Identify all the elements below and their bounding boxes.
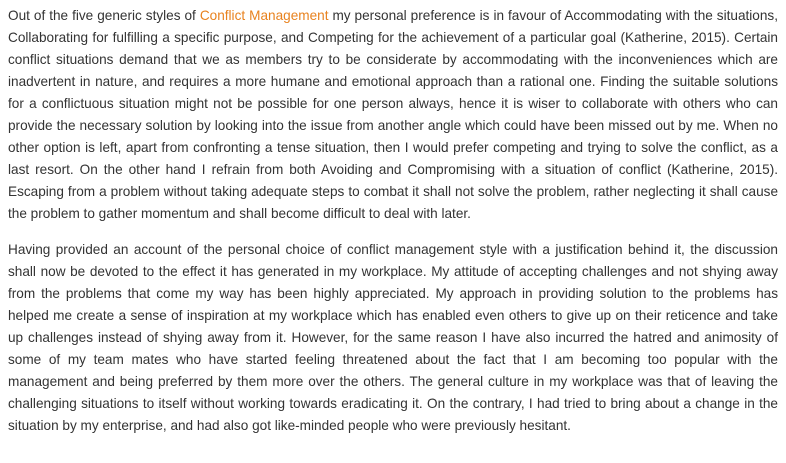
article-body [8, 5, 778, 437]
conflict-management-link[interactable]: Conflict Management [199, 8, 329, 23]
paragraph-1 [8, 5, 778, 225]
paragraph-2: Having provided an account of the personal choice of conflict management style with a justification behind it, the discussion shall now be devoted to the effect it has generated in my workplace. My attitude of accepting challenges and not shying away from the problems that come my way has been highly appreciated. My approach in providing solution to the problems has helped me create a sense of inspiration at my workplace which has enabled even others to give up on their reticence and take up challenges instead of shying away from it. However, for the same reason I have also incurred the hatred and animosity of some of my team mates who have started feeling threatened about the fact that I am becoming too popular with the management and being preferred by them more over the others. The general culture in my workplace was that of leaving the challenging situations to itself without working towards eradicating it. On the contrary, I had tried to bring about a change in the situation by my enterprise, and had also got like-minded people who were previously hesitant. [8, 242, 778, 433]
paragraph-1-intro: Out of the five generic styles of [8, 8, 200, 23]
paragraph-1-rest: my personal preference is in favour of Accommodating with the situations, Collaborating for fulfilling a specific purpose, and Competing for the achievement of a particular goal (Katherine, 2015). Certain conflict situations demand that we as members try to be considerate by accommodating with the inconveniences which are inadvertent in nature, and requires a more humane and emotional approach than a rational one. Finding the suitable solutions for a conflictuous situation might not be possible for one person always, hence it is wiser to collaborate with others who can provide the necessary solution by looking into the issue from another angle which could have been missed out by me. When no other option is left, apart from confronting a tense situation, then I would prefer competing and trying to solve the conflict, as a last resort. On the other hand I refrain from both Avoiding and Compromising with a situation of conflict (Katherine, 2015). Escaping from a problem without taking adequate steps to combat it shall not solve the problem, rather neglecting it shall cause the problem to gather momentum and shall become difficult to deal with later. [8, 8, 779, 221]
